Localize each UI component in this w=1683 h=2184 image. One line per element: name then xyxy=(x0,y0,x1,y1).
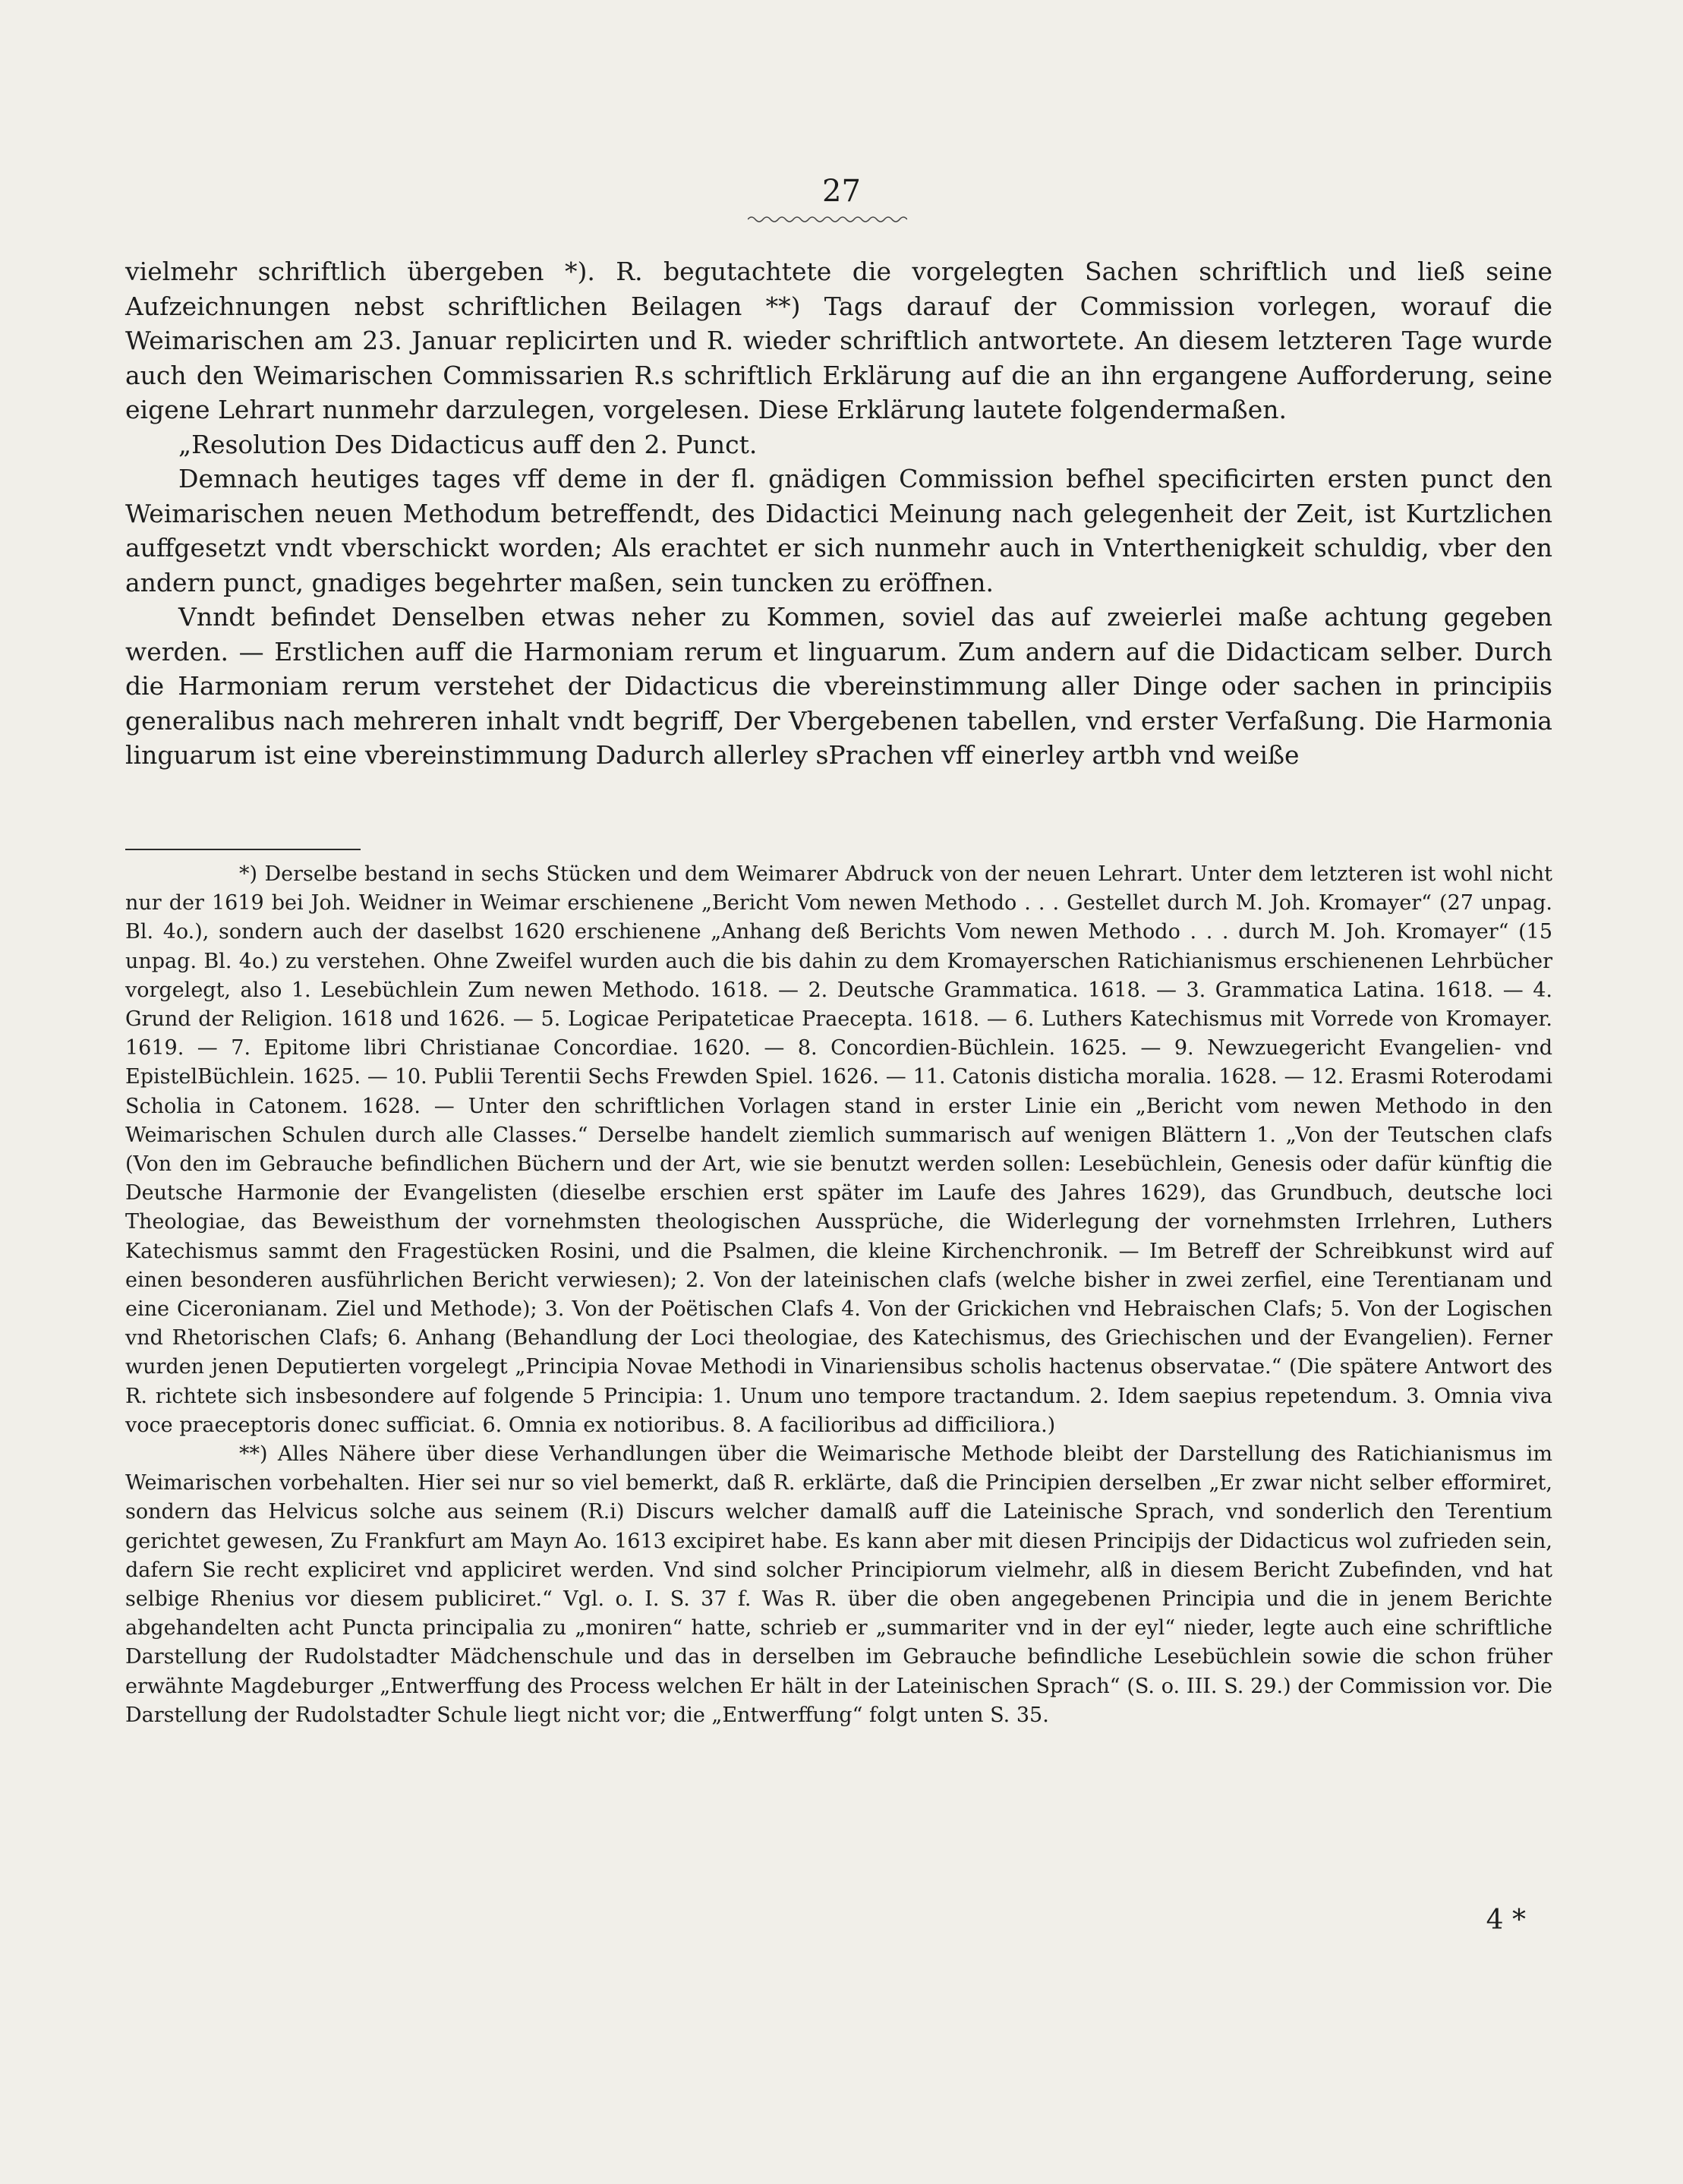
footnotes xyxy=(125,860,1552,1730)
footnote-separator xyxy=(125,849,361,850)
paragraph: Vnndt befindet Denselben etwas neher zu Kommen, soviel das auf zweierlei maße achtung gegeben werden. — Erstlichen auff die Harmoniam rerum et linguarum. Zum andern auf die Didacticam selber. Durch die Harmoniam rerum verstehet der Didacticus die vbereinstimmung aller Dinge oder sachen in principiis generalibus nach mehreren inhalt vndt begriff, Der Vbergebenen tabellen, vnd erster Verfaßung. Die Harmonia linguarum ist eine vbereinstimmung Dadurch allerley sPrachen vff einerley artbh vnd weiße xyxy=(125,602,1552,770)
wavy-ornament xyxy=(748,214,907,225)
footnote: **) Alles Nähere über diese Verhandlungen über die Weimarische Methode bleibt der Darstellung des Ratichianismus im Weimarischen vorbehalten. Hier sei nur so viel bemerkt, daß R. erklärte, daß die Principien derselben „Er zwar nicht selber efformiret, sondern das Helvicus solche aus seinem (R.i) Discurs welcher damalß auff die Lateinische Sprach, vnd sonderlich den Terentium gerichtet gewesen, Zu Frankfurt am Mayn Ao. 1613 excipiret habe. Es kann aber mit diesen Principijs der Didacticus wol zufrieden sein, dafern Sie recht expliciret vnd appliciret werden. Vnd sind solcher Principiorum vielmehr, alß in diesem Bericht Zubefinden, vnd hat selbige Rhenius vor diesem publiciret.“ Vgl. o. I. S. 37 f. Was R. über die oben angegebenen Principia und die in jenem Berichte abgehandelten acht Puncta principalia zu „moniren“ hatte, schrieb er „summariter vnd in der eyl“ nieder, legte auch eine schriftliche Darstellung der Rudolstadter Mädchenschule und das in derselben im Gebrauche befindliche Lesebüchlein sowie die schon früher erwähnte Magdeburger „Entwerffung des Process welchen Er hält in der Lateinischen Sprach“ (S. o. III. S. 29.) der Commission vor. Die Darstellung der Rudolstadter Schule liegt nicht vor; die „Entwerffung“ folgt unten S. 35. xyxy=(125,1442,1552,1727)
paragraph: Demnach heutiges tages vff deme in der fl. gnädigen Commission befhel specificirten ersten punct den Weimarischen neuen Methodum betreffendt, des Didactici Meinung nach gelegenheit der Zeit, ist Kurtzlichen auffgesetzt vndt vberschickt worden; Als erachtet er sich nunmehr auch in Vnterthenigkeit schuldig, vber den andern punct, gnadiges begehrter maßen, sein tuncken zu eröffnen. xyxy=(125,464,1552,597)
resolution-heading: „Resolution Des Didacticus auff den 2. Punct. xyxy=(178,429,758,459)
page-number: 27 xyxy=(822,174,861,209)
paragraph: vielmehr schriftlich übergeben *). R. begutachtete die vorgelegten Sachen schriftlich und ließ seine Aufzeichnungen nebst schriftlichen Beilagen **) Tags darauf der Commission vorlegen, worauf die Weimarischen am 23. Januar replicirten und R. wieder schriftlich antwortete. An diesem letzteren Tage wurde auch den Weimarischen Commissarien R.s schriftlich Erklärung auf die an ihn ergangene Aufforderung, seine eigene Lehrart nunmehr darzulegen, vorgelesen. Diese Erklärung lautete folgendermaßen. xyxy=(125,257,1552,424)
signature-mark: 4 * xyxy=(1486,1905,1526,1936)
footnote: *) Derselbe bestand in sechs Stücken und dem Weimarer Abdruck von der neuen Lehrart. Unter dem letzteren ist wohl nicht nur der 1619 bei Joh. Weidner in Weimar erschienene „Bericht Vom newen Methodo . . . Gestellet durch M. Joh. Kromayer“ (27 unpag. Bl. 4o.), sondern auch der daselbst 1620 erschienene „Anhang deß Berichts Vom newen Methodo . . . durch M. Joh. Kromayer“ (15 unpag. Bl. 4o.) zu verstehen. Ohne Zweifel wurden auch die bis dahin zu dem Kromayerschen Ratichianismus erschienenen Lehrbücher vorgelegt, also 1. Lesebüchlein Zum newen Methodo. 1618. — 2. Deutsche Grammatica. 1618. — 3. Grammatica Latina. 1618. — 4. Grund der Religion. 1618 und 1626. — 5. Logicae Peripateticae Praecepta. 1618. — 6. Luthers Katechismus mit Vorrede von Kromayer. 1619. — 7. Epitome libri Christianae Concordiae. 1620. — 8. Concordien-Büchlein. 1625. — 9. Newzuegericht Evangelien- vnd EpistelBüchlein. 1625. — 10. Publii Terentii Sechs Frewden Spiel. 1626. — 11. Catonis disticha moralia. 1628. — 12. Erasmi Roterodami Scholia in Catonem. 1628. — Unter den schriftlichen Vorlagen stand in erster Linie ein „Bericht vom newen Methodo in den Weimarischen Schulen durch alle Classes.“ Derselbe handelt ziemlich summarisch auf wenigen Blättern 1. „Von der Teutschen clafs (Von den im Gebrauche befindlichen Büchern und der Art, wie sie benutzt werden sollen: Lesebüchlein, Genesis oder dafür künftig die Deutsche Harmonie der Evangelisten (dieselbe erschien erst später im Laufe des Jahres 1629), das Grundbuch, deutsche loci Theologiae, das Beweisthum der vornehmsten theologischen Aussprüche, die Widerlegung der vornehmsten Irrlehren, Luthers Katechismus sammt den Fragestücken Rosini, und die Psalmen, die kleine Kirchenchronik. — Im Betreff der Schreibkunst wird auf einen besonderen ausführlichen Bericht verwiesen); 2. Von der lateinischen clafs (welche bisher in zwei zerfiel, eine Terentianam und eine Ciceronianam. Ziel und Methode); 3. Von der Poëtischen Clafs 4. Von der Grickichen vnd Hebraischen Clafs; 5. Von der Logischen vnd Rhetorischen Clafs; 6. Anhang (Behandlung der Loci theologiae, des Katechismus, des Griechischen und der Evangelien). Ferner wurden jenen Deputierten vorgelegt „Principia Novae Methodi in Vinariensibus scholis hactenus observatae.“ (Die spätere Antwort des R. richtete sich insbesondere auf folgende 5 Principia: 1. Unum uno tempore tractandum. 2. Idem saepius repetendum. 3. Omnia viva voce praeceptoris donec sufficiat. 6. Omnia ex notioribus. 8. A facilioribus ad difficiliora.) xyxy=(125,862,1552,1437)
main-text xyxy=(125,254,1552,773)
